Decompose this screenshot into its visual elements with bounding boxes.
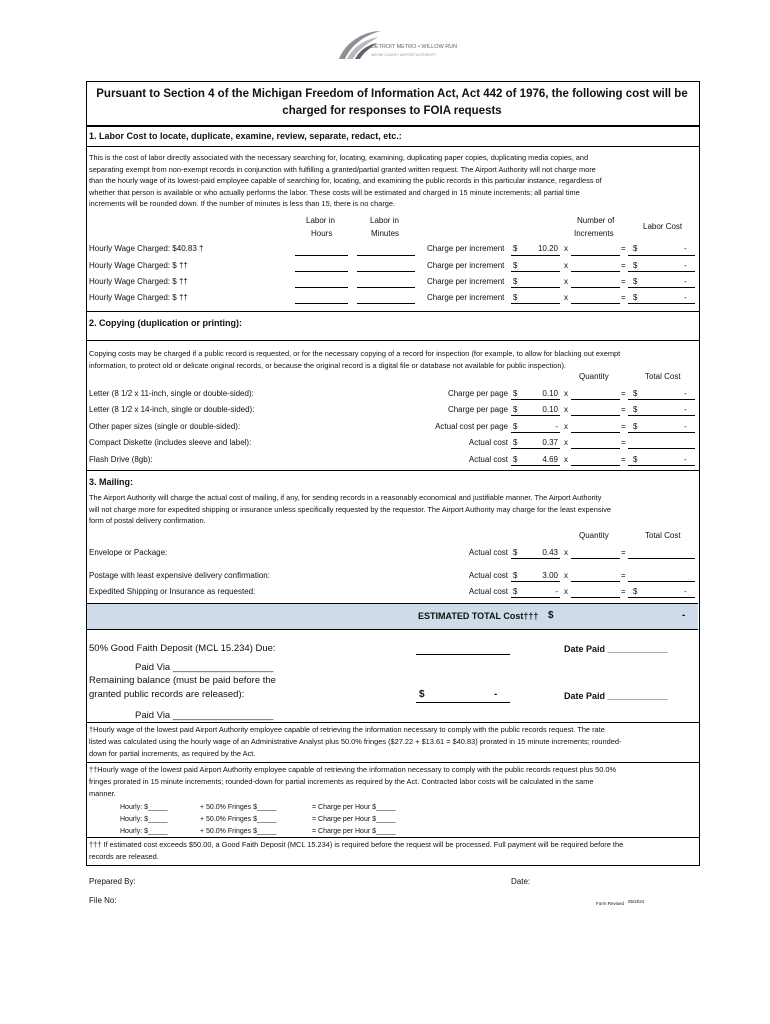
charge-per-hour-field[interactable]: = Charge per Hour $_____ bbox=[312, 816, 396, 823]
remaining-balance-2: granted public records are released): bbox=[89, 689, 245, 700]
col-increments-2: Increments bbox=[574, 229, 614, 238]
total-field[interactable] bbox=[628, 255, 695, 256]
currency-symbol: $ bbox=[513, 438, 518, 447]
times-sign: x bbox=[564, 293, 568, 302]
page-title bbox=[87, 86, 697, 120]
total-value: - bbox=[684, 422, 687, 431]
total-value: - bbox=[684, 293, 687, 302]
divider bbox=[86, 146, 699, 147]
currency-symbol: $ bbox=[513, 389, 518, 398]
times-sign: x bbox=[564, 261, 568, 270]
total-dollar: $ bbox=[633, 244, 638, 253]
form-revised: Form Revised bbox=[596, 901, 625, 906]
labor-para-line: than the hourly wage of its lowest-paid employee capable of searching for, locating, and examining the public records in this particular instance, regardless of bbox=[89, 176, 602, 186]
total-value: - bbox=[684, 587, 687, 596]
rate-underline bbox=[511, 465, 560, 466]
total-field[interactable] bbox=[628, 303, 695, 304]
hourly-field[interactable]: Hourly: $_____ bbox=[120, 804, 168, 811]
col-increments-1: Number of bbox=[577, 216, 615, 225]
rate-underline bbox=[511, 597, 560, 598]
rate-underline bbox=[511, 415, 560, 416]
times-sign: x bbox=[564, 405, 568, 414]
paid-via-2[interactable]: Paid Via ___________________ bbox=[135, 710, 274, 721]
minutes-field[interactable] bbox=[357, 255, 415, 256]
equals-sign: = bbox=[621, 438, 626, 447]
note-line: manner. bbox=[89, 788, 116, 798]
total-field[interactable] bbox=[628, 558, 695, 559]
rate-value: 0.43 bbox=[542, 548, 558, 557]
fringes-field[interactable]: + 50.0% Fringes $_____ bbox=[200, 804, 277, 811]
increments-field[interactable] bbox=[571, 287, 620, 288]
rate-value: 0.37 bbox=[542, 438, 558, 447]
times-sign: x bbox=[564, 422, 568, 431]
currency-symbol: $ bbox=[513, 571, 518, 580]
equals-sign: = bbox=[621, 277, 626, 286]
equals-sign: = bbox=[621, 405, 626, 414]
quantity-field[interactable] bbox=[571, 465, 620, 466]
increments-field[interactable] bbox=[571, 303, 620, 304]
mailing-para-line: form of postal delivery confirmation. bbox=[89, 516, 206, 526]
date-paid-1: Date Paid ____________ bbox=[564, 644, 668, 654]
rate-underline bbox=[511, 581, 560, 582]
total-dollar: $ bbox=[633, 405, 638, 414]
footer-date: Date: bbox=[511, 877, 531, 886]
charge-label: Charge per increment bbox=[427, 293, 505, 302]
item-label: Letter (8 1/2 x 11-inch, single or double-sided): bbox=[89, 389, 254, 398]
form-revised-date: 05/2024 bbox=[628, 899, 645, 904]
fringes-field[interactable]: + 50.0% Fringes $_____ bbox=[200, 816, 277, 823]
labor-para-line: increments will be rounded down. If the number of minutes is less than 15, there is no charge. bbox=[89, 199, 396, 209]
currency-symbol: $ bbox=[513, 277, 518, 286]
item-label: Envelope or Package: bbox=[89, 548, 168, 557]
currency-symbol: $ bbox=[513, 422, 518, 431]
equals-sign: = bbox=[621, 261, 626, 270]
divider bbox=[86, 762, 699, 763]
hours-field[interactable] bbox=[295, 271, 348, 272]
charge-label: Charge per increment bbox=[427, 277, 505, 286]
item-label: Other paper sizes (single or double-sided): bbox=[89, 422, 241, 431]
divider bbox=[86, 470, 699, 471]
divider bbox=[86, 722, 699, 723]
rate-value: 3.00 bbox=[542, 571, 558, 580]
logo bbox=[335, 25, 465, 65]
copying-para-line: Copying costs may be charged if a public record is requested, or for the necessary copying of a record for inspection (for example, to allow for blacking out exempt bbox=[89, 349, 621, 358]
charge-label: Actual cost bbox=[468, 548, 508, 557]
col-quantity: Quantity bbox=[579, 531, 609, 540]
minutes-field[interactable] bbox=[357, 303, 415, 304]
total-dollar: $ bbox=[633, 389, 638, 398]
rate-underline bbox=[511, 432, 560, 433]
logo-line2: WAYNE COUNTY AIRPORT AUTHORITY bbox=[371, 53, 437, 57]
total-dollar: $ bbox=[633, 422, 638, 431]
equals-sign: = bbox=[621, 389, 626, 398]
charge-label: Charge per increment bbox=[427, 261, 505, 270]
charge-per-hour-field[interactable]: = Charge per Hour $_____ bbox=[312, 828, 396, 835]
currency-symbol: $ bbox=[513, 293, 518, 302]
item-label: Compact Diskette (includes sleeve and label): bbox=[89, 438, 252, 447]
note-line: fringes prorated in 15 minute increments; rounded-down for partial increments as required by the Act. Contracted labor costs will be calculated in the same bbox=[89, 776, 594, 786]
rate-value: 0.10 bbox=[542, 389, 558, 398]
increments-field[interactable] bbox=[571, 255, 620, 256]
quantity-field[interactable] bbox=[571, 558, 620, 559]
minutes-field[interactable] bbox=[357, 271, 415, 272]
item-label: Expedited Shipping or Insurance as requested: bbox=[89, 587, 256, 596]
total-field[interactable] bbox=[628, 465, 695, 466]
mailing-heading: 3. Mailing: bbox=[89, 477, 134, 487]
total-value: - bbox=[684, 277, 687, 286]
mailing-para-line: will not charge more for expedited shipping or insurance unless specifically requested by the requestor. The Airport Authority may charge for the least expensive bbox=[89, 504, 612, 514]
estimated-total-value: - bbox=[682, 610, 686, 621]
wage-label: Hourly Wage Charged: $ †† bbox=[89, 261, 188, 270]
labor-para-line: whether that person is available or who actually performs the labor. These costs will be estimated and charged in 15 minute increments; all partial time bbox=[89, 187, 580, 197]
total-value: - bbox=[684, 389, 687, 398]
equals-sign: = bbox=[621, 422, 626, 431]
col-minutes-2: Minutes bbox=[371, 229, 400, 238]
quantity-field[interactable] bbox=[571, 597, 620, 598]
rate-underline bbox=[511, 448, 560, 449]
rate-underline bbox=[511, 303, 560, 304]
date-paid-2: Date Paid ____________ bbox=[564, 691, 668, 701]
note-line: ††† If estimated cost exceeds $50.00, a Good Faith Deposit (MCL 15.234) is required before the request will be processed. Full payment will be required before the bbox=[89, 840, 624, 849]
item-label: Letter (8 1/2 x 14-inch, single or double-sided): bbox=[89, 405, 255, 414]
total-field[interactable] bbox=[628, 448, 695, 449]
quantity-field[interactable] bbox=[571, 448, 620, 449]
total-field[interactable] bbox=[628, 399, 695, 400]
total-value: - bbox=[684, 261, 687, 270]
deposit-amount-field[interactable] bbox=[416, 654, 510, 655]
labor-paragraph bbox=[89, 152, 695, 210]
hours-field[interactable] bbox=[295, 255, 348, 256]
rate-underline bbox=[511, 399, 560, 400]
fringes-field[interactable]: + 50.0% Fringes $_____ bbox=[200, 828, 277, 835]
hours-field[interactable] bbox=[295, 303, 348, 304]
equals-sign: = bbox=[621, 571, 626, 580]
estimated-total-label: ESTIMATED TOTAL Cost††† bbox=[418, 611, 539, 621]
copying-paragraph bbox=[89, 348, 695, 371]
file-no: File No: bbox=[89, 896, 117, 905]
labor-para-line: separating exempt from non-exempt records in conjunction with fulfilling a granted/partial granted written request. The Airport Authority will not charge more bbox=[89, 164, 596, 174]
total-field[interactable] bbox=[628, 287, 695, 288]
times-sign: x bbox=[564, 571, 568, 580]
wage-label: Hourly Wage Charged: $ †† bbox=[89, 293, 188, 302]
estimated-total-band bbox=[87, 603, 698, 630]
mailing-paragraph bbox=[89, 492, 695, 527]
remaining-value: - bbox=[494, 689, 498, 700]
col-hours-1: Labor in bbox=[306, 216, 335, 225]
paid-via-1[interactable]: Paid Via ___________________ bbox=[135, 662, 274, 673]
remaining-balance-1: Remaining balance (must be paid before the bbox=[89, 675, 276, 686]
title-line2: charged for responses to FOIA requests bbox=[282, 105, 502, 117]
equals-sign: = bbox=[621, 293, 626, 302]
charge-label: Charge per page bbox=[447, 389, 508, 398]
note-line: ††Hourly wage of the lowest paid Airport Authority employee capable of retrieving the information necessary to comply with the public records request plus 50.0% bbox=[89, 765, 617, 774]
currency-symbol: $ bbox=[513, 261, 518, 270]
title-line1: Pursuant to Section 4 of the Michigan Freedom of Information Act, Act 442 of 1976, the following cost will be bbox=[96, 88, 688, 100]
note-dagger-1 bbox=[89, 724, 697, 759]
copying-para-line: information, to protect old or delicate original records, or because the original record is a digital file or database not available for public inspection). bbox=[89, 360, 566, 370]
col-labor-cost: Labor Cost bbox=[643, 222, 683, 231]
quantity-field[interactable] bbox=[571, 399, 620, 400]
quantity-field[interactable] bbox=[571, 415, 620, 416]
item-label: Flash Drive (8gb): bbox=[89, 455, 153, 464]
charge-label: Actual cost bbox=[468, 587, 508, 596]
remaining-dollar: $ bbox=[419, 689, 425, 700]
hourly-field[interactable]: Hourly: $_____ bbox=[120, 816, 168, 823]
rate-underline bbox=[511, 558, 560, 559]
charge-label: Charge per page bbox=[447, 405, 508, 414]
total-value: - bbox=[684, 244, 687, 253]
col-quantity: Quantity bbox=[579, 372, 609, 381]
times-sign: x bbox=[564, 455, 568, 464]
note-dagger-2 bbox=[89, 764, 697, 799]
col-hours-2: Hours bbox=[311, 229, 333, 238]
mailing-para-line: The Airport Authority will charge the actual cost of mailing, if any, for sending records in a reasonably economical and justifiable manner. The Airport Authority bbox=[89, 493, 602, 502]
item-label: Postage with least expensive delivery confirmation: bbox=[89, 571, 270, 580]
total-field[interactable] bbox=[628, 432, 695, 433]
divider bbox=[86, 125, 699, 127]
charge-label: Actual cost per page bbox=[435, 422, 508, 431]
rate-value: - bbox=[555, 422, 558, 431]
rate-underline bbox=[511, 287, 560, 288]
charge-label: Actual cost bbox=[468, 455, 508, 464]
labor-heading: 1. Labor Cost to locate, duplicate, examine, review, separate, redact, etc.: bbox=[89, 131, 402, 141]
quantity-field[interactable] bbox=[571, 432, 620, 433]
times-sign: x bbox=[564, 587, 568, 596]
copying-heading: 2. Copying (duplication or printing): bbox=[89, 318, 242, 328]
deposit-label: 50% Good Faith Deposit (MCL 15.234) Due: bbox=[89, 643, 276, 654]
wage-label: Hourly Wage Charged: $40.83 † bbox=[89, 244, 204, 253]
col-total-cost: Total Cost bbox=[645, 372, 681, 381]
hourly-field[interactable]: Hourly: $_____ bbox=[120, 828, 168, 835]
charge-label: Charge per increment bbox=[427, 244, 505, 253]
charge-label: Actual cost bbox=[468, 571, 508, 580]
rate-underline bbox=[511, 271, 560, 272]
total-field[interactable] bbox=[628, 581, 695, 582]
rate-value: 10.20 bbox=[537, 244, 558, 253]
total-dollar: $ bbox=[633, 277, 638, 286]
times-sign: x bbox=[564, 548, 568, 557]
prepared-by: Prepared By: bbox=[89, 877, 136, 886]
rate-value: 0.10 bbox=[542, 405, 558, 414]
times-sign: x bbox=[564, 277, 568, 286]
charge-label: Actual cost bbox=[468, 438, 508, 447]
equals-sign: = bbox=[621, 455, 626, 464]
divider bbox=[86, 837, 699, 838]
equals-sign: = bbox=[621, 548, 626, 557]
total-value: - bbox=[684, 455, 687, 464]
currency-symbol: $ bbox=[513, 548, 518, 557]
note-dagger-3 bbox=[89, 839, 697, 863]
rate-value: 4.69 bbox=[542, 455, 558, 464]
equals-sign: = bbox=[621, 587, 626, 596]
times-sign: x bbox=[564, 244, 568, 253]
times-sign: x bbox=[564, 438, 568, 447]
charge-per-hour-field[interactable]: = Charge per Hour $_____ bbox=[312, 804, 396, 811]
note-line: †Hourly wage of the lowest paid Airport Authority employee capable of retrieving the information necessary to comply with the public records request. The rate bbox=[89, 725, 605, 734]
currency-symbol: $ bbox=[513, 455, 518, 464]
total-field[interactable] bbox=[628, 271, 695, 272]
remaining-amount-field[interactable] bbox=[416, 702, 510, 703]
currency-symbol: $ bbox=[513, 244, 518, 253]
note-line: records are released. bbox=[89, 851, 159, 861]
logo-line1: DETROIT METRO • WILLOW RUN bbox=[371, 44, 458, 50]
total-dollar: $ bbox=[633, 587, 638, 596]
rate-underline bbox=[511, 255, 560, 256]
divider bbox=[86, 311, 699, 312]
equals-sign: = bbox=[621, 244, 626, 253]
estimated-total-dollar: $ bbox=[548, 610, 554, 621]
note-line: listed was calculated using the hourly wage of an Administrative Analyst plus 50.0% fringes ($27.22 + $13.61 = $40.83) prorated in 15 minute increments; rounded- bbox=[89, 736, 622, 746]
total-field[interactable] bbox=[628, 597, 695, 598]
total-value: - bbox=[684, 405, 687, 414]
note-line: down for partial increments, as required by the Act. bbox=[89, 748, 256, 758]
quantity-field[interactable] bbox=[571, 581, 620, 582]
total-dollar: $ bbox=[633, 455, 638, 464]
col-total-cost: Total Cost bbox=[645, 531, 681, 540]
labor-para-line: This is the cost of labor directly associated with the necessary searching for, locating, examining, duplicating paper copies, duplicating media copies, and bbox=[89, 153, 589, 162]
wage-label: Hourly Wage Charged: $ †† bbox=[89, 277, 188, 286]
currency-symbol: $ bbox=[513, 587, 518, 596]
total-dollar: $ bbox=[633, 293, 638, 302]
total-field[interactable] bbox=[628, 415, 695, 416]
rate-value: - bbox=[555, 587, 558, 596]
times-sign: x bbox=[564, 389, 568, 398]
increments-field[interactable] bbox=[571, 271, 620, 272]
total-dollar: $ bbox=[633, 261, 638, 270]
currency-symbol: $ bbox=[513, 405, 518, 414]
hours-field[interactable] bbox=[295, 287, 348, 288]
col-minutes-1: Labor in bbox=[370, 216, 399, 225]
minutes-field[interactable] bbox=[357, 287, 415, 288]
divider bbox=[86, 340, 699, 341]
